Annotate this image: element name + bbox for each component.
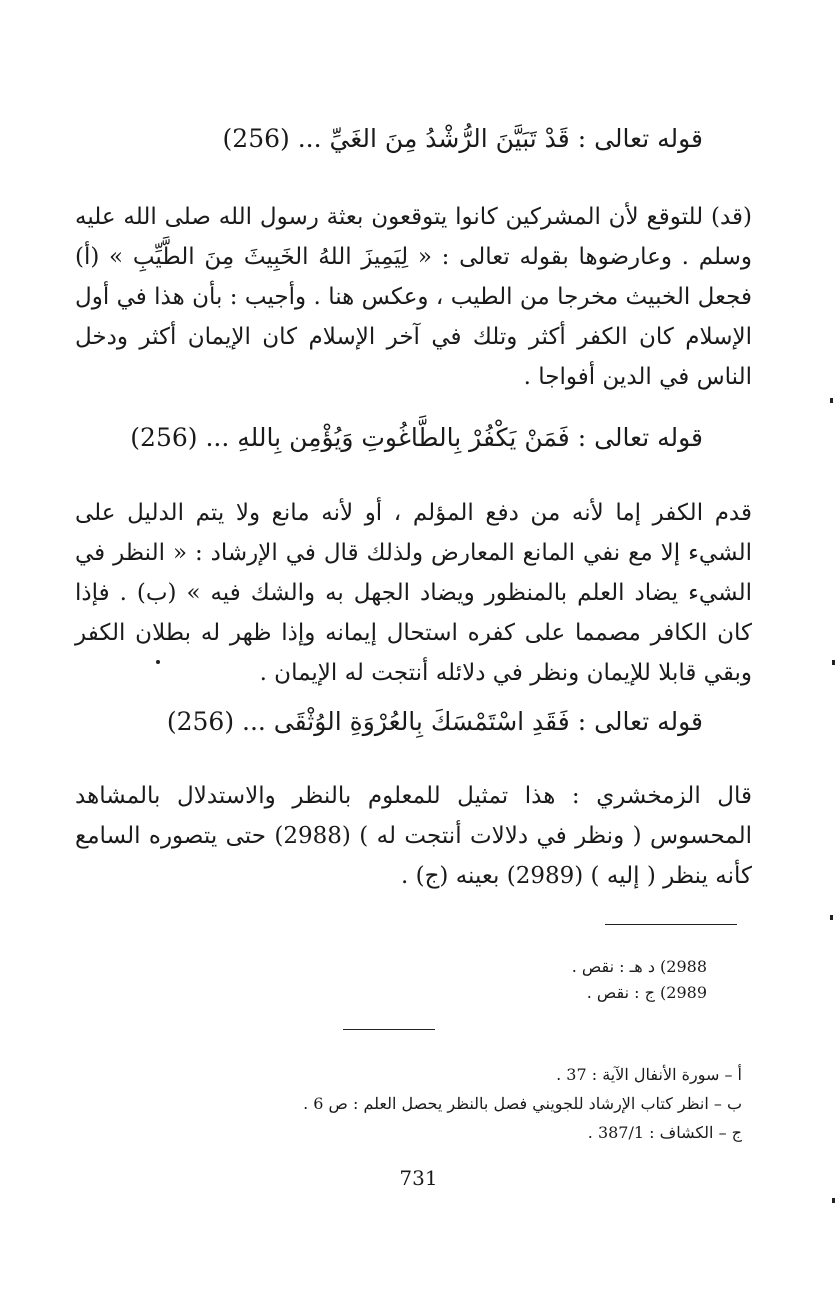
- note-b: ب – انظر كتاب الإرشاد للجويني فصل بالنظر يحصل العلم : ص 6 .: [303, 1094, 742, 1113]
- paragraph-text: (قد) للتوقع لأن المشركين كانوا يتوقعون بعثة رسول الله صلى الله عليه وسلم . وعارضوها بقوله تعالى : « لِيَمِيزَ اللهُ الخَبِيثَ مِنَ الطَّيِّبِ » (أ) فجعل الخبيث مخرجا من الطيب ، وعكس هنا . وأجيب : بأن هذا في أول الإسلام كان الكفر أكثر وتلك في آخر الإسلام كان الإيمان أكثر ودخل الناس في الدين أفواجا .: [75, 204, 752, 390]
- note-a: أ – سورة الأنفال الآية : 37 .: [556, 1065, 742, 1084]
- scan-speck: [156, 660, 160, 664]
- notes-divider: [343, 1029, 435, 1030]
- commentary-paragraph-1: [75, 197, 752, 397]
- note-c: ج – الكشاف : 387/1 .: [587, 1123, 742, 1142]
- verse-heading-3: قوله تعالى : فَقَدِ اسْتَمْسَكَ بِالعُرْوَةِ الوُثْقَى ... (256): [166, 707, 703, 736]
- paragraph-text: قال الزمخشري : هذا تمثيل للمعلوم بالنظر والاستدلال بالمشاهد المحسوس ( ونظر في دلالات أنتجت له ) (2988) حتى يتصوره السامع كأنه ينظر ( إليه ) (2989) بعينه (ج) .: [75, 783, 753, 889]
- verse-heading-1: قوله تعالى : قَدْ تَبَيَّنَ الرُّشْدُ مِنَ الغَيِّ ... (256): [222, 124, 703, 153]
- page-number: 731: [399, 1166, 438, 1190]
- commentary-paragraph-3: [75, 776, 752, 896]
- commentary-paragraph-2: [75, 493, 752, 693]
- manuscript-variants: [187, 954, 707, 1006]
- verse-heading-2: قوله تعالى : فَمَنْ يَكْفُرْ بِالطَّاغُوتِ وَيُؤْمِن بِاللهِ ... (256): [130, 423, 703, 452]
- footnote-2989: 2989) ج : نقص .: [586, 983, 707, 1002]
- footnote-2988: 2988) د هـ : نقص .: [571, 957, 707, 976]
- paragraph-text: قدم الكفر إما لأنه من دفع المؤلم ، أو لأنه مانع ولا يتم الدليل على الشيء إلا مع نفي المانع المعارض ولذلك قال في الإرشاد : « النظر في الشيء يضاد العلم بالمنظور ويضاد الجهل به والشك فيه » (ب) . فإذا كان الكافر مصمما على كفره استحال إيمانه وإذا ظهر له بطلان الكفر وبقي قابلا للإيمان ونظر في دلائله أنتجت له الإيمان .: [75, 500, 752, 686]
- margin-mark: [830, 915, 833, 920]
- source-notes: [122, 1060, 742, 1147]
- footnote-divider: [605, 924, 737, 925]
- margin-mark: [832, 660, 835, 665]
- margin-mark: [832, 1198, 835, 1203]
- margin-mark: [830, 398, 833, 403]
